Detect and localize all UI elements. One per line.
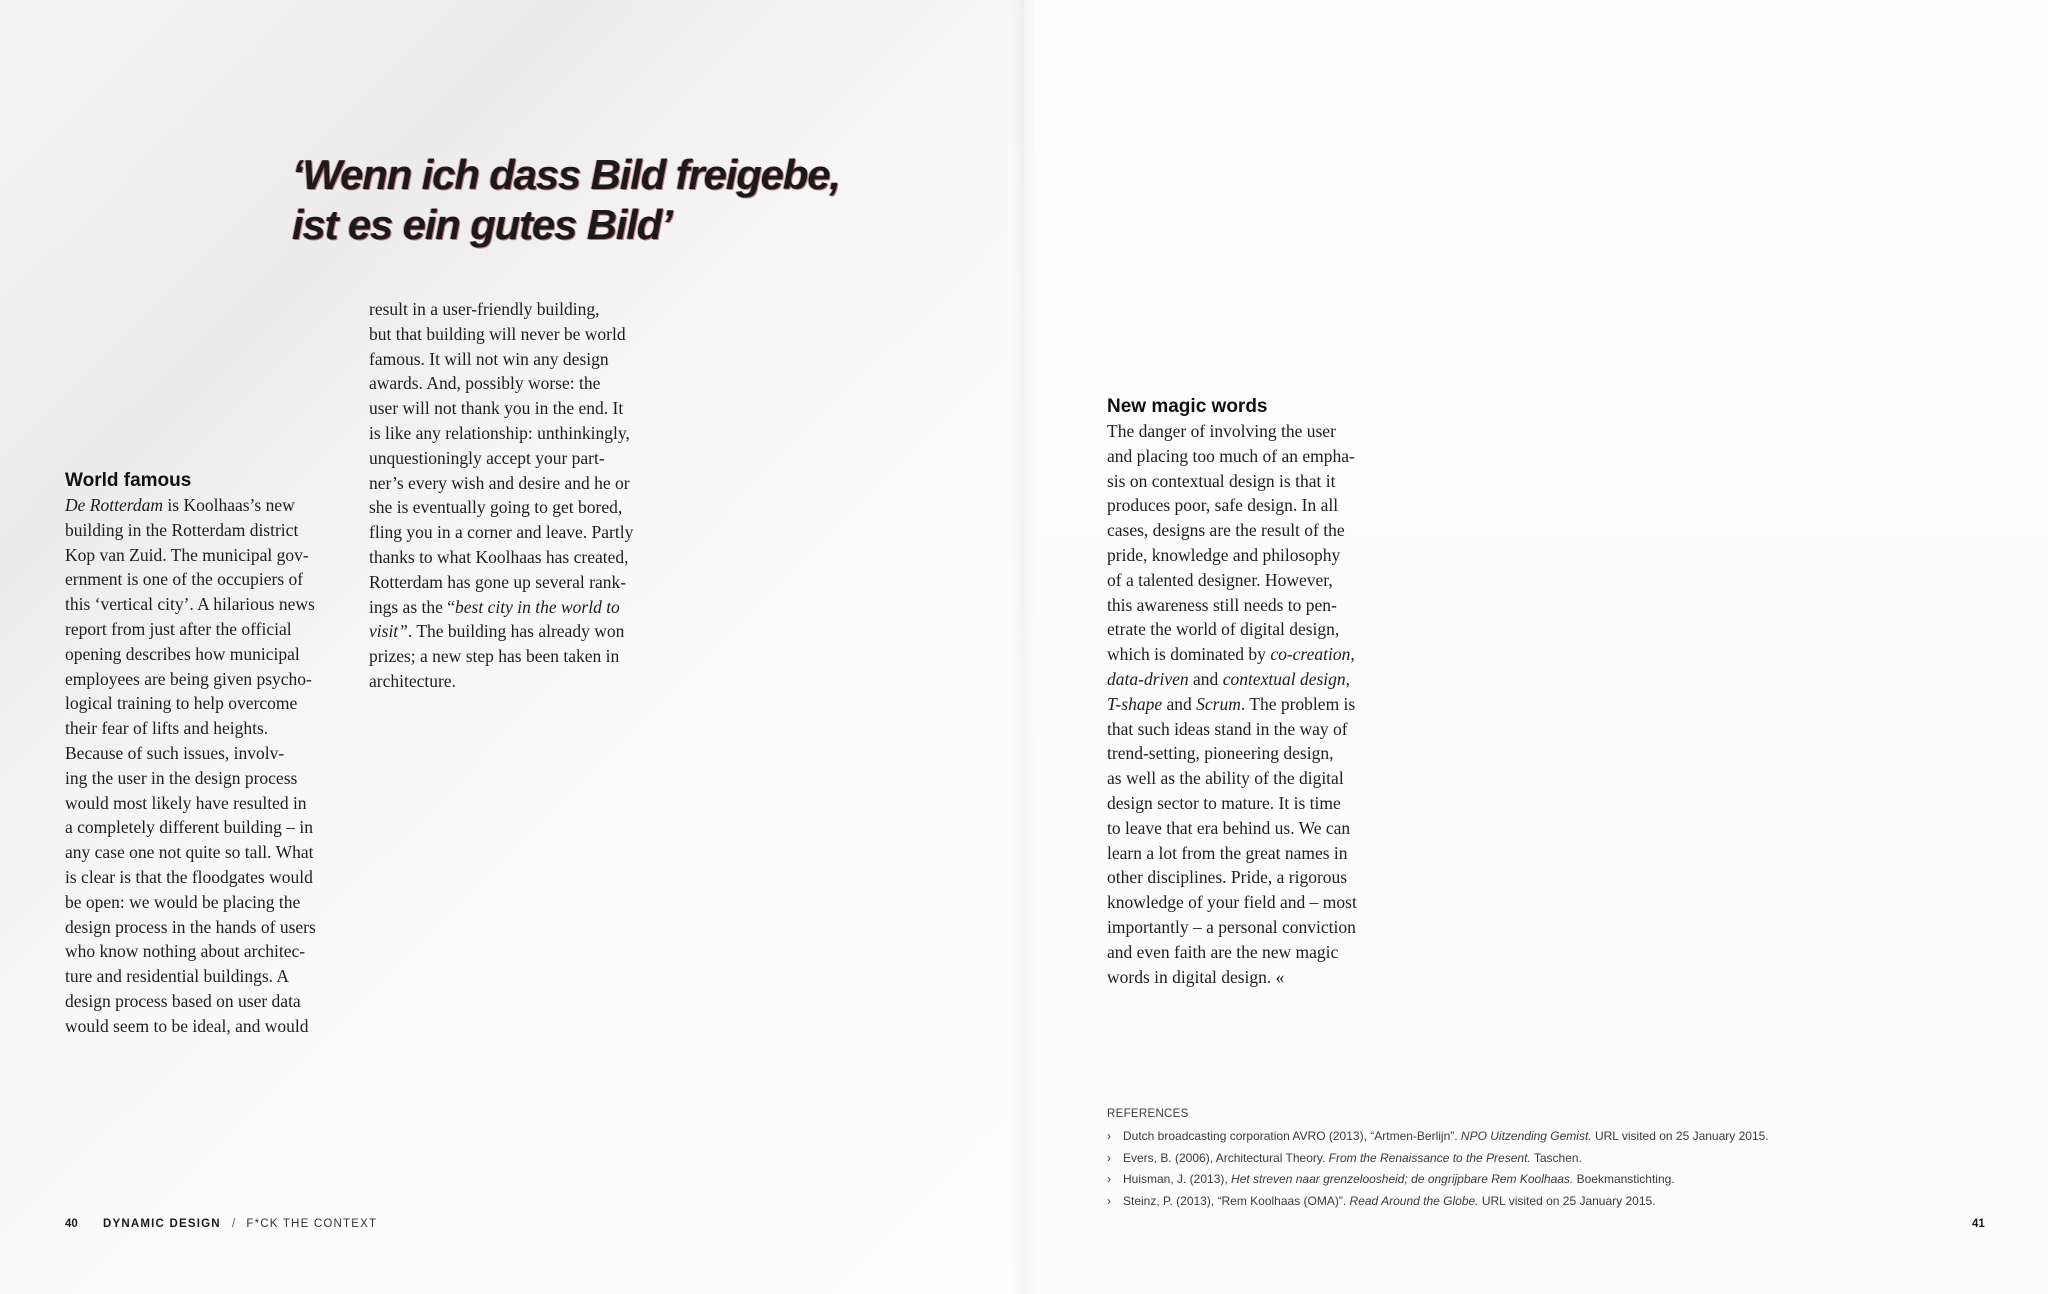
text-line: prizes; a new step has been taken in [369, 646, 620, 667]
text-line: words in digital design. « [1107, 966, 1285, 987]
text-line: would most likely have resulted in [65, 792, 307, 813]
page-gutter [1012, 0, 1036, 1294]
text-line: trend-setting, pioneering design, [1107, 743, 1334, 764]
column-world-famous [65, 468, 345, 1039]
column-continued [369, 297, 649, 694]
reference-title: NPO Uitzending Gemist. [1460, 1129, 1592, 1143]
reference-title: Read Around the Globe. [1349, 1194, 1479, 1209]
text-line: learn a lot from the great names in [1107, 842, 1348, 863]
text-line: awards. And, possibly worse: the [369, 373, 601, 394]
bullet-icon: › [1107, 1150, 1111, 1165]
pull-quote-line: ist es ein gutes Bild’ [292, 201, 672, 248]
bullet-icon: › [1107, 1194, 1111, 1209]
text-line: ing the user in the design process [65, 767, 298, 788]
text-line: thanks to what Koolhaas has created, [369, 546, 629, 567]
text-line: design process based on user data [65, 990, 301, 1011]
italic-term: contextual design [1222, 668, 1346, 689]
text-line: this ‘vertical city’. A hilarious news [65, 594, 315, 615]
italic-term: De Rotterdam [65, 495, 164, 515]
reference-item: › Evers, B. (2006), Architectural Theory. From the Renaissance to the Present. Taschen. [1107, 1148, 1967, 1170]
column-new-magic-words [1107, 394, 1397, 989]
page-number: 40 [65, 1218, 78, 1230]
text-line: is like any relationship: unthinkingly, [369, 422, 630, 443]
pull-quote-line: ‘Wenn ich dass Bild freigebe, [292, 151, 840, 198]
text-line: ner’s every wish and desire and he or [369, 472, 630, 493]
text-line: importantly – a personal conviction [1107, 916, 1356, 937]
reference-item: › Dutch broadcasting corporation AVRO (2013), “Artmen-Berlijn”. NPO Uitzending Gemist. URL visited on 25 January 2015. [1107, 1126, 1967, 1148]
text-line: to leave that era behind us. We can [1107, 817, 1351, 838]
text-line: design process in the hands of users [65, 916, 316, 937]
text-line: ings as the “best city in the world to [369, 596, 620, 617]
text-line: knowledge of your field and – most [1107, 892, 1357, 913]
text-line: Because of such issues, involv- [65, 742, 285, 763]
text-line: visit”. The building has already won [369, 621, 625, 642]
text-line: cases, designs are the result of the [1107, 520, 1345, 541]
text-line: De Rotterdam is Koolhaas’s new [65, 495, 295, 515]
pull-quote [292, 150, 932, 250]
text-line: Kop van Zuid. The municipal gov- [65, 544, 309, 565]
text-line: their fear of lifts and heights. [65, 718, 269, 739]
text-line: building in the Rotterdam district [65, 519, 299, 540]
footer-separator: / [231, 1218, 236, 1230]
text-line: pride, knowledge and philosophy [1107, 544, 1341, 565]
references-block [1107, 1107, 1967, 1213]
text-line: that such ideas stand in the way of [1107, 718, 1348, 739]
text-line: any case one not quite so tall. What [65, 842, 314, 863]
text-line: fling you in a corner and leave. Partly [369, 522, 634, 543]
bullet-icon: › [1107, 1172, 1111, 1187]
text-line: and even faith are the new magic [1107, 941, 1339, 962]
text-line: other disciplines. Pride, a rigorous [1107, 867, 1348, 888]
text-line: architecture. [369, 670, 456, 691]
body-text [1107, 419, 1397, 989]
text-line: be open: we would be placing the [65, 891, 301, 912]
text-line: design sector to mature. It is time [1107, 792, 1341, 813]
reference-title: From the Renaissance to the Present. [1328, 1150, 1531, 1165]
section-heading: World famous [65, 470, 192, 491]
italic-term: data-driven [1107, 668, 1189, 689]
text-line: ture and residential buildings. A [65, 966, 290, 987]
text-line: which is dominated by co-creation, [1107, 644, 1355, 665]
text-line: and placing too much of an empha- [1107, 445, 1355, 466]
italic-term: co-creation [1270, 644, 1351, 665]
bullet-icon: › [1107, 1129, 1111, 1143]
text-line: T-shape and Scrum. The problem is [1107, 693, 1356, 714]
text-line: report from just after the official [65, 618, 292, 639]
text-line: she is eventually going to get bored, [369, 497, 623, 518]
references-list [1107, 1126, 1967, 1213]
text-line: but that building will never be world [369, 323, 626, 344]
body-text [369, 297, 649, 694]
reference-title: Het streven naar grenzeloosheid; de ongrijpbare Rem Koolhaas. [1231, 1172, 1574, 1187]
text-line: of a talented designer. However, [1107, 569, 1333, 590]
text-line: famous. It will not win any design [369, 348, 609, 369]
running-section-title: DYNAMIC DESIGN [103, 1218, 221, 1230]
references-title: REFERENCES [1107, 1108, 1189, 1120]
text-line: produces poor, safe design. In all [1107, 495, 1339, 516]
text-line: opening describes how municipal [65, 643, 300, 664]
italic-term: best city in the world to [455, 596, 620, 617]
text-line: logical training to help overcome [65, 693, 298, 714]
page-number: 41 [1972, 1218, 1985, 1230]
text-line: unquestioningly accept your part- [369, 447, 605, 468]
text-line: etrate the world of digital design, [1107, 619, 1340, 640]
text-line: would seem to be ideal, and would [65, 1015, 309, 1036]
text-line: result in a user-friendly building, [369, 299, 600, 319]
text-line: as well as the ability of the digital [1107, 768, 1344, 789]
body-text [65, 493, 345, 1039]
text-line: is clear is that the floodgates would [65, 866, 313, 887]
reference-item: › Steinz, P. (2013), “Rem Koolhaas (OMA)”. Read Around the Globe. URL visited on 25 January 2015. [1107, 1191, 1967, 1213]
text-line: sis on contextual design is that it [1107, 470, 1336, 491]
text-line: employees are being given psycho- [65, 668, 312, 689]
text-line: user will not thank you in the end. It [369, 398, 624, 419]
section-heading: New magic words [1107, 396, 1268, 417]
text-line: data-driven and contextual design, [1107, 668, 1351, 689]
italic-term: visit” [369, 621, 408, 642]
text-line: The danger of involving the user [1107, 421, 1336, 441]
italic-term: Scrum [1196, 693, 1241, 714]
running-footer-left [65, 1218, 377, 1230]
running-chapter-title: F*CK THE CONTEXT [246, 1218, 378, 1230]
text-line: who know nothing about architec- [65, 941, 306, 962]
italic-term: T-shape [1107, 693, 1163, 714]
text-line: Rotterdam has gone up several rank- [369, 571, 627, 592]
reference-item: › Huisman, J. (2013), Het streven naar grenzeloosheid; de ongrijpbare Rem Koolhaas. Boekmanstichting. [1107, 1169, 1967, 1191]
text-line: this awareness still needs to pen- [1107, 594, 1337, 615]
text-line: ernment is one of the occupiers of [65, 569, 304, 590]
text-line: a completely different building – in [65, 817, 314, 838]
